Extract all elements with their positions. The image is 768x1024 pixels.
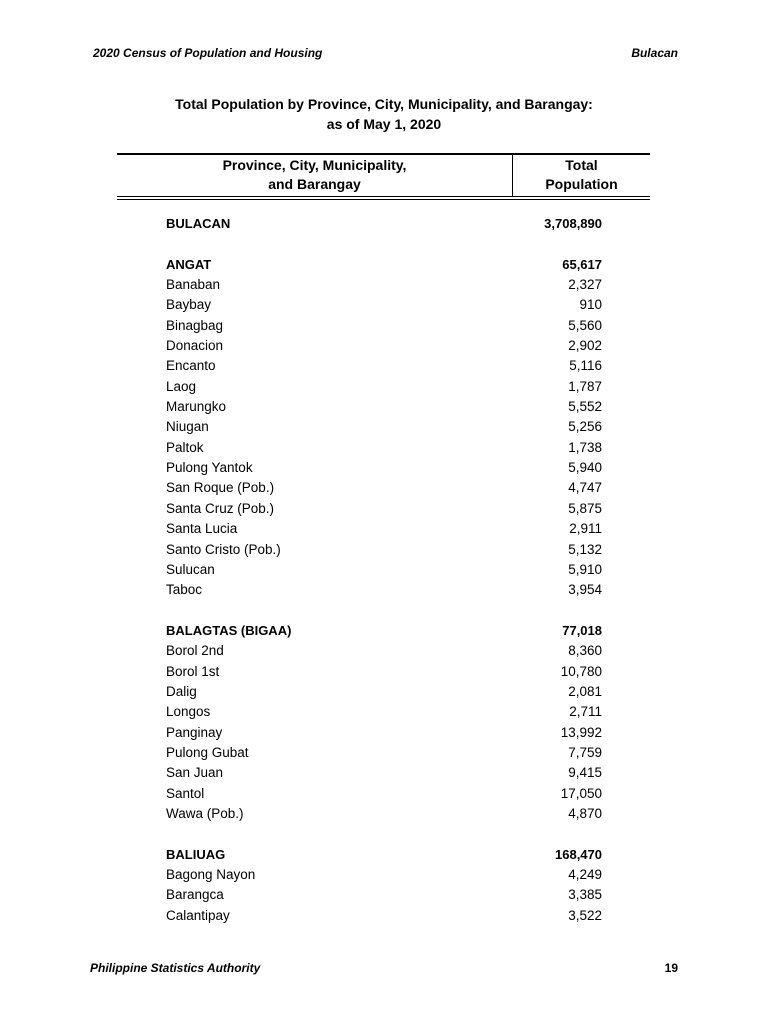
population-value: 5,132 bbox=[568, 541, 602, 557]
population-value: 8,360 bbox=[568, 643, 602, 659]
area-name: Bagong Nayon bbox=[166, 867, 256, 882]
column-header-area-line2: and Barangay bbox=[268, 176, 361, 192]
table-row bbox=[166, 316, 602, 336]
area-name: Marungko bbox=[166, 399, 227, 415]
area-total-row bbox=[166, 214, 602, 234]
area-name: Wawa (Pob.) bbox=[166, 805, 244, 821]
area-name: Sulucan bbox=[166, 561, 215, 577]
area-name: Paltok bbox=[166, 439, 204, 455]
area-name: Barangca bbox=[166, 887, 224, 903]
column-header-population-line2: Population bbox=[545, 176, 618, 192]
population-value: 5,940 bbox=[568, 460, 602, 476]
area-name: Dalig bbox=[166, 683, 197, 699]
population-value: 168,470 bbox=[555, 846, 602, 862]
area-name: Banaban bbox=[166, 277, 221, 293]
table-row bbox=[166, 702, 602, 722]
table-row bbox=[166, 478, 602, 498]
table-row bbox=[166, 295, 602, 315]
area-name: Santa Cruz (Pob.) bbox=[166, 500, 275, 516]
population-value: 4,249 bbox=[568, 867, 602, 882]
population-value: 77,018 bbox=[562, 622, 602, 638]
area-name: Pulong Yantok bbox=[166, 460, 253, 476]
population-value: 2,327 bbox=[568, 277, 602, 293]
table-row bbox=[166, 662, 602, 682]
population-value: 7,759 bbox=[568, 744, 602, 760]
area-name: Longos bbox=[166, 704, 211, 720]
area-name: ANGAT bbox=[166, 256, 212, 272]
population-value: 5,116 bbox=[569, 358, 602, 374]
table-row bbox=[166, 743, 602, 763]
population-value: 5,875 bbox=[568, 500, 602, 516]
area-name: Santol bbox=[166, 785, 205, 801]
area-total-row bbox=[166, 255, 602, 275]
table-row bbox=[166, 641, 602, 661]
table-row bbox=[166, 540, 602, 560]
table-row bbox=[166, 865, 602, 885]
table-row bbox=[166, 397, 602, 417]
area-name: Binagbag bbox=[166, 317, 224, 333]
table-row bbox=[166, 784, 602, 804]
table-row bbox=[166, 885, 602, 905]
table-row bbox=[166, 580, 602, 600]
population-value: 4,747 bbox=[568, 480, 602, 496]
table-row bbox=[166, 682, 602, 702]
area-name: Encanto bbox=[166, 358, 216, 374]
population-value: 5,910 bbox=[568, 561, 602, 577]
area-name: Niugan bbox=[166, 419, 209, 435]
area-name: Donacion bbox=[166, 338, 224, 354]
population-value: 3,708,890 bbox=[544, 216, 602, 231]
page-number: 19 bbox=[664, 961, 678, 975]
table-row bbox=[166, 356, 602, 376]
table-title-line2: as of May 1, 2020 bbox=[326, 116, 442, 132]
table-title-line1: Total Population by Province, City, Municipality, and Barangay: bbox=[175, 96, 593, 112]
table-header bbox=[117, 153, 650, 195]
area-name: Baybay bbox=[166, 297, 212, 313]
area-name: San Roque (Pob.) bbox=[166, 480, 275, 496]
running-header-title: 2020 Census of Population and Housing bbox=[93, 46, 323, 60]
area-name: BALIUAG bbox=[166, 846, 226, 862]
population-value: 1,787 bbox=[568, 378, 602, 394]
population-value: 13,992 bbox=[560, 724, 602, 740]
area-name: Santa Lucia bbox=[166, 521, 238, 537]
population-value: 3,522 bbox=[568, 907, 602, 923]
population-value: 2,081 bbox=[568, 683, 602, 699]
column-header-area-line1: Province, City, Municipality, bbox=[222, 157, 407, 173]
area-name: Borol 2nd bbox=[166, 643, 224, 659]
column-header-area bbox=[117, 155, 513, 196]
table-title bbox=[0, 94, 768, 134]
column-header-population-line1: Total bbox=[565, 157, 598, 173]
area-name: Calantipay bbox=[166, 907, 230, 923]
table-row bbox=[166, 377, 602, 397]
table-row bbox=[166, 417, 602, 437]
table-row bbox=[166, 275, 602, 295]
area-name: Panginay bbox=[166, 724, 223, 740]
population-value: 2,711 bbox=[569, 704, 602, 720]
column-header-population bbox=[513, 155, 650, 196]
area-total-row bbox=[166, 845, 602, 865]
population-value: 5,560 bbox=[568, 317, 602, 333]
population-value: 5,256 bbox=[568, 419, 602, 435]
spacer-row bbox=[166, 234, 602, 254]
population-value: 3,385 bbox=[568, 887, 602, 903]
running-header-province: Bulacan bbox=[631, 46, 678, 60]
area-name: Santo Cristo (Pob.) bbox=[166, 541, 281, 557]
area-name: San Juan bbox=[166, 765, 224, 781]
area-name: Borol 1st bbox=[166, 663, 220, 679]
population-value: 4,870 bbox=[568, 805, 602, 821]
area-name: Pulong Gubat bbox=[166, 744, 249, 760]
spacer-row bbox=[166, 824, 602, 844]
population-value: 17,050 bbox=[560, 785, 602, 801]
table-row bbox=[166, 763, 602, 783]
table-row bbox=[166, 458, 602, 478]
area-total-row bbox=[166, 621, 602, 641]
footer-agency: Philippine Statistics Authority bbox=[90, 961, 261, 975]
spacer-row bbox=[166, 601, 602, 621]
table-row bbox=[166, 499, 602, 519]
population-value: 65,617 bbox=[562, 256, 602, 272]
area-name: BALAGTAS (BIGAA) bbox=[166, 622, 292, 638]
table-row bbox=[166, 906, 602, 926]
population-value: 2,902 bbox=[568, 338, 602, 354]
population-value: 3,954 bbox=[568, 582, 602, 598]
table-row bbox=[166, 723, 602, 743]
table-row bbox=[166, 560, 602, 580]
area-name: BULACAN bbox=[166, 216, 231, 231]
table-row bbox=[166, 519, 602, 539]
area-name: Laog bbox=[166, 378, 197, 394]
area-name: Taboc bbox=[166, 582, 203, 598]
table-row bbox=[166, 438, 602, 458]
population-value: 5,552 bbox=[568, 399, 602, 415]
table-row bbox=[166, 804, 602, 824]
population-value: 2,911 bbox=[569, 521, 602, 537]
table-body bbox=[166, 214, 602, 926]
population-value: 1,738 bbox=[568, 439, 602, 455]
table-row bbox=[166, 336, 602, 356]
population-value: 10,780 bbox=[560, 663, 602, 679]
population-value: 910 bbox=[579, 297, 602, 313]
population-value: 9,415 bbox=[568, 765, 602, 781]
